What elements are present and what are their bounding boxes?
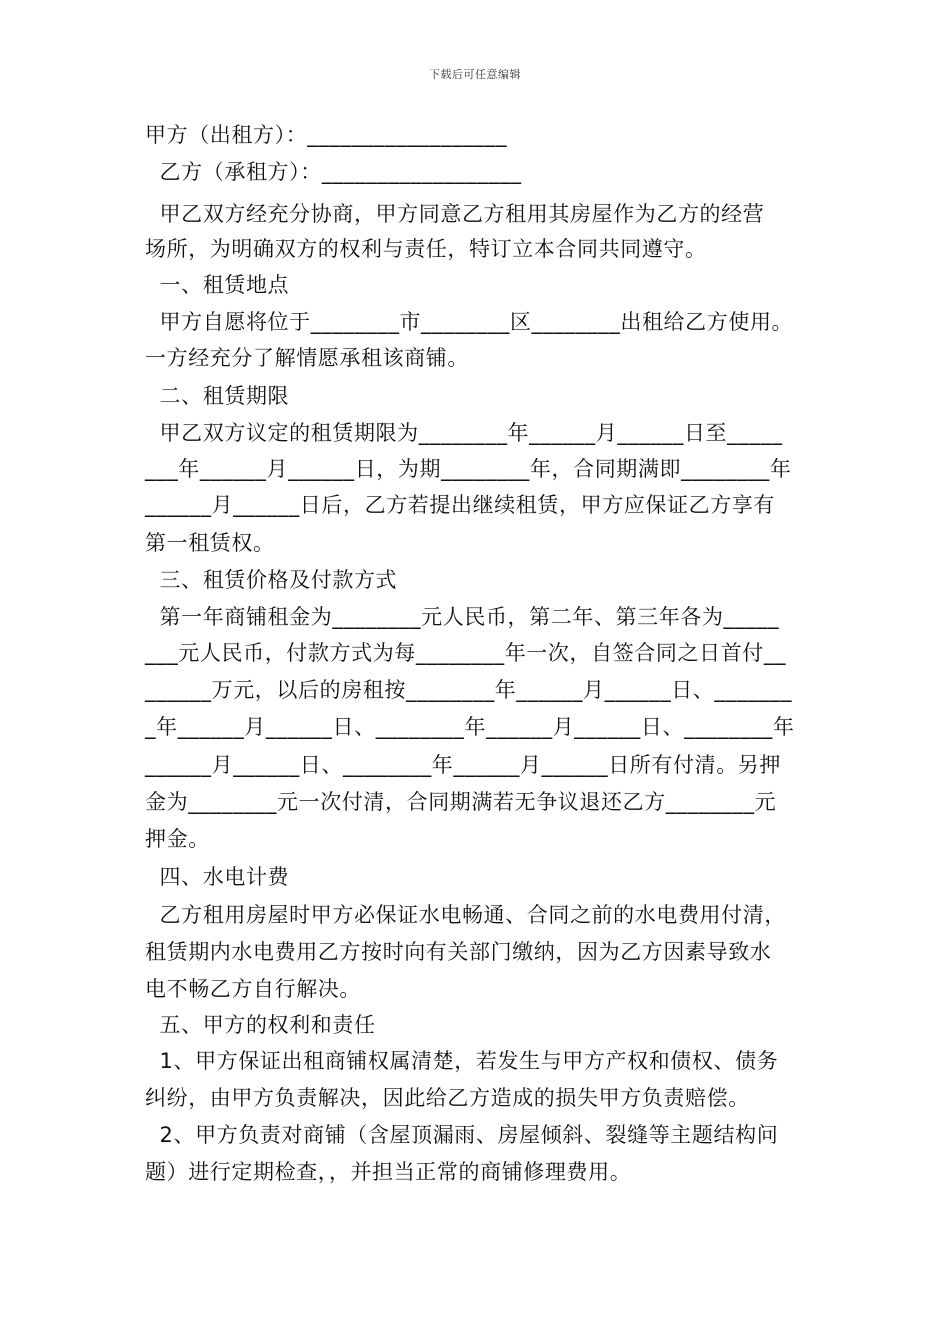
section-3-heading: 三、租赁价格及付款方式 bbox=[145, 568, 398, 592]
section-4-line-1: 乙方租用房屋时甲方必保证水电畅通、合同之前的水电费用付清， bbox=[145, 903, 786, 927]
section-3-line-2: ___元人民币，付款方式为每________年一次，自签合同之日首付__ bbox=[145, 641, 787, 665]
page-header: 下载后可任意编辑 bbox=[429, 68, 521, 81]
section-1-line-1: 甲方自愿将位于________市________区________出租给乙方使用。 bbox=[145, 310, 794, 334]
section-2-heading: 二、租赁期限 bbox=[145, 384, 290, 408]
section-1-line-2: 一方经充分了解情愿承租该商铺。 bbox=[145, 346, 469, 370]
section-4-heading: 四、水电计费 bbox=[145, 865, 290, 889]
party-a-line: 甲方（出租方）：__________________ bbox=[145, 123, 508, 147]
section-5-item-1-line-1: 1、甲方保证出租商铺权属清楚，若发生与甲方产权和债权、债务 bbox=[145, 1049, 779, 1073]
section-3-line-1: 第一年商铺租金为________元人民币，第二年、第三年各为_____ bbox=[145, 605, 780, 629]
party-b-line: 乙方（承租方）：__________________ bbox=[145, 160, 522, 184]
section-3-line-5: ______月______日、________年______月______日所有付清。另押 bbox=[145, 753, 781, 777]
preamble-line-1: 甲乙双方经充分协商，甲方同意乙方租用其房屋作为乙方的经营 bbox=[145, 202, 765, 226]
section-2-line-3: ______月______日后，乙方若提出继续租赁，甲方应保证乙方享有 bbox=[145, 493, 775, 517]
section-3-line-4: _年______月______日、________年______月______日、________年 bbox=[145, 715, 795, 739]
section-2-line-1: 甲乙双方议定的租赁期限为________年______月______日至_____ bbox=[145, 421, 783, 445]
preamble-line-2: 场所，为明确双方的权利与责任，特订立本合同共同遵守。 bbox=[145, 237, 707, 261]
section-1-heading: 一、租赁地点 bbox=[145, 273, 290, 297]
section-5-item-2-line-1: 2、甲方负责对商铺（含屋顶漏雨、房屋倾斜、裂缝等主题结构问 bbox=[145, 1123, 779, 1147]
section-5-item-2-line-2: 题）进行定期检查，，并担当正常的商铺修理费用。 bbox=[145, 1160, 632, 1184]
section-2-line-4: 第一租赁权。 bbox=[145, 531, 275, 555]
section-5-item-1-line-2: 纠纷，由甲方负责解决，因此给乙方造成的损失甲方负责赔偿。 bbox=[145, 1086, 750, 1110]
section-3-line-3: ______万元，以后的房租按________年______月______日、_______ bbox=[145, 678, 793, 702]
section-2-line-2: ___年______月______日，为期________年，合同期满即________年 bbox=[145, 457, 792, 481]
section-4-line-2: 租赁期内水电费用乙方按时向有关部门缴纳，因为乙方因素导致水 bbox=[145, 940, 772, 964]
section-3-line-6: 金为________元一次付清，合同期满若无争议退还乙方________元 bbox=[145, 790, 777, 814]
section-3-line-7: 押金。 bbox=[145, 827, 210, 851]
section-4-line-3: 电不畅乙方自行解决。 bbox=[145, 977, 361, 1001]
section-5-heading: 五、甲方的权利和责任 bbox=[145, 1013, 376, 1037]
